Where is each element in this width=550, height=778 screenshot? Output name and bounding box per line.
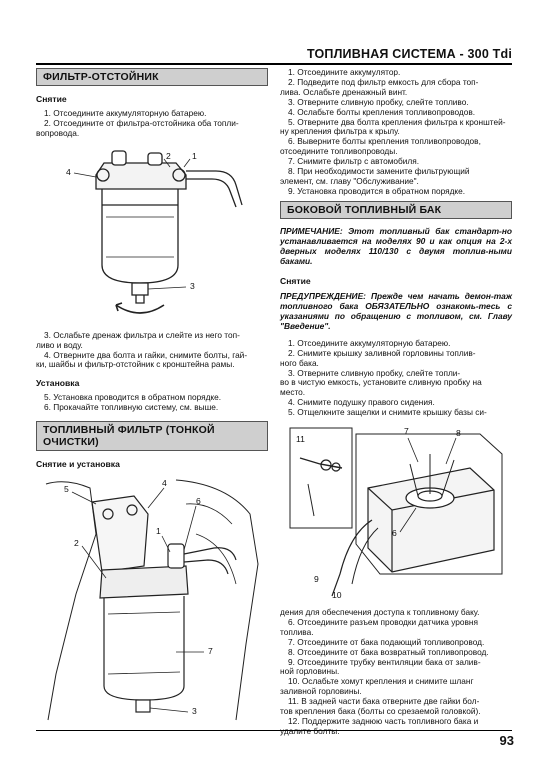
figure-callout: 9 bbox=[314, 574, 319, 585]
step-item: ну крепления фильтра к крылу. bbox=[280, 126, 400, 137]
step-item: 4. Снимите подушку правого сидения. bbox=[288, 397, 435, 408]
figure-callout: 4 bbox=[66, 166, 71, 177]
step-item: 12. Поддержите заднюю часть топливного бака и bbox=[288, 716, 479, 726]
fine-filter-figure bbox=[36, 474, 268, 724]
figure-callout: 1 bbox=[156, 526, 161, 537]
step-item: вопровода. bbox=[36, 127, 80, 138]
removal-install-heading: Снятие и установка bbox=[36, 459, 120, 470]
step-item: 3. Отверните сливную пробку, слейте топли- bbox=[288, 367, 461, 378]
step-item: 3. Отверните сливную пробку, слейте топливо. bbox=[288, 96, 469, 107]
step-item: ливо и воду. bbox=[36, 339, 83, 350]
step-item: отсоедините топливопроводы. bbox=[280, 146, 398, 157]
step-item: ной горловины. bbox=[280, 666, 340, 677]
step-item: 6. Прокачайте топливную систему, см. выше. bbox=[44, 402, 219, 413]
step-item: 5. Отверните два болта крепления фильтра к кронштей- bbox=[288, 116, 506, 127]
step-item: 4. Ослабьте болты крепления топливопроводов. bbox=[288, 106, 476, 117]
step-item: 5. Установка проводится в обратном порядке. bbox=[44, 392, 222, 403]
warning-text: ПРЕДУПРЕЖДЕНИЕ: Прежде чем начать демон-таж топливного бака ОБЯЗАТЕЛЬНО ознакомь-тесь с указаниями по обращению с топливом, см. Главу "Введение". bbox=[280, 290, 512, 331]
header-rule bbox=[36, 63, 512, 65]
step-item: 8. Отсоедините от бака возвратный топливопровод. bbox=[288, 646, 489, 657]
step-item: 1. Отсоедините аккумуляторную батарею. bbox=[288, 337, 451, 348]
step-item: 7. Снимите фильтр с автомобиля. bbox=[288, 156, 420, 167]
step-item: элемент, см. главу "Обслуживание". bbox=[280, 175, 419, 186]
step-item: 3. Ослабьте дренаж фильтра и слейте из него топ- bbox=[44, 329, 240, 340]
figure-callout: 3 bbox=[190, 280, 195, 291]
step-item: 5. Отщелкните защелки и снимите крышку базы си- bbox=[288, 407, 487, 418]
step-item: во в чистую емкость, установите сливную пробку на bbox=[280, 377, 482, 388]
step-item: ного бака. bbox=[280, 357, 319, 368]
step-item: 9. Отсоедините трубку вентиляции бака от залив- bbox=[288, 656, 481, 667]
side-tank-figure bbox=[280, 424, 512, 604]
step-item: 9. Установка проводится в обратном порядке. bbox=[288, 185, 466, 196]
step-item: 10. Ослабьте хомут крепления и снимите шланг bbox=[288, 676, 474, 687]
step-item: лива. Ослабьте дренажный винт. bbox=[280, 86, 408, 97]
page-header-title: ТОПЛИВНАЯ СИСТЕМА - 300 Tdi bbox=[306, 47, 512, 61]
removal-heading: Снятие bbox=[280, 275, 311, 286]
step-item: место. bbox=[280, 387, 306, 398]
section-title-fine-filter: ТОПЛИВНЫЙ ФИЛЬТР (ТОНКОЙ ОЧИСТКИ) bbox=[36, 421, 268, 451]
figure-callout: 6 bbox=[392, 528, 397, 539]
note-text: ПРИМЕЧАНИЕ: Этот топливный бак стандарт-но устанавливается на моделях 90 и как опция на 2-х дверных моделях 110/130 с двумя топлив-ными баками. bbox=[280, 225, 512, 266]
step-item: 6. Выверните болты крепления топливопроводов, bbox=[288, 136, 481, 147]
step-item: 1. Отсоедините аккумулятор. bbox=[288, 67, 401, 77]
figure-callout: 5 bbox=[64, 484, 69, 495]
figure-callout: 6 bbox=[196, 496, 201, 507]
step-item: 2. Отсоедините от фильтра-отстойника оба топли- bbox=[44, 117, 239, 128]
figure-callout: 3 bbox=[192, 706, 197, 717]
figure-callout: 7 bbox=[404, 426, 409, 437]
step-item: 6. Отсоедините разъем проводки датчика уровня bbox=[288, 616, 478, 627]
figure-callout: 2 bbox=[74, 538, 79, 549]
figure-callout: 8 bbox=[456, 428, 461, 439]
step-item: дения для обеспечения доступа к топливному баку. bbox=[280, 607, 480, 618]
sediment-filter-figure bbox=[36, 145, 268, 325]
removal-heading: Снятие bbox=[36, 94, 67, 104]
fine-filter-drawing bbox=[36, 474, 268, 724]
step-item: тов крепления бака (болты со срезаемой головкой). bbox=[280, 706, 481, 717]
figure-callout: 10 bbox=[332, 590, 342, 601]
step-item: ки, шайбы и фильтр-отстойник с кронштейна рамы. bbox=[36, 359, 235, 370]
page-number: 93 bbox=[499, 733, 514, 748]
install-heading: Установка bbox=[36, 378, 80, 389]
left-column bbox=[36, 68, 268, 730]
figure-callout: 11 bbox=[296, 434, 305, 445]
footer-rule bbox=[36, 730, 512, 731]
figure-callout: 4 bbox=[162, 478, 167, 489]
step-item: 8. При необходимости замените фильтрующий bbox=[288, 166, 470, 177]
step-item: 2. Снимите крышку заливной горловины топлив- bbox=[288, 347, 476, 358]
step-item: заливной горловины. bbox=[280, 686, 362, 697]
figure-callout: 7 bbox=[208, 646, 213, 657]
step-item: 4. Отверните два болта и гайки, снимите болты, гай- bbox=[44, 349, 248, 360]
step-item: топлива. bbox=[280, 626, 314, 637]
step-item: 2. Подведите под фильтр емкость для сбора топ- bbox=[288, 76, 479, 87]
section-title-side-tank: БОКОВОЙ ТОПЛИВНЫЙ БАК bbox=[280, 201, 512, 219]
figure-callout: 2 bbox=[166, 150, 171, 161]
step-item: 1. Отсоедините аккумуляторную батарею. bbox=[44, 108, 207, 118]
figure-callout: 1 bbox=[192, 150, 197, 161]
section-title-sediment-filter: ФИЛЬТР-ОТСТОЙНИК bbox=[36, 68, 268, 86]
step-item: 11. В задней части бака отверните две гайки бол- bbox=[288, 696, 480, 707]
right-column bbox=[280, 68, 512, 737]
step-item: 7. Отсоедините от бака подающий топливопровод. bbox=[288, 636, 485, 647]
step-item bbox=[280, 727, 512, 737]
